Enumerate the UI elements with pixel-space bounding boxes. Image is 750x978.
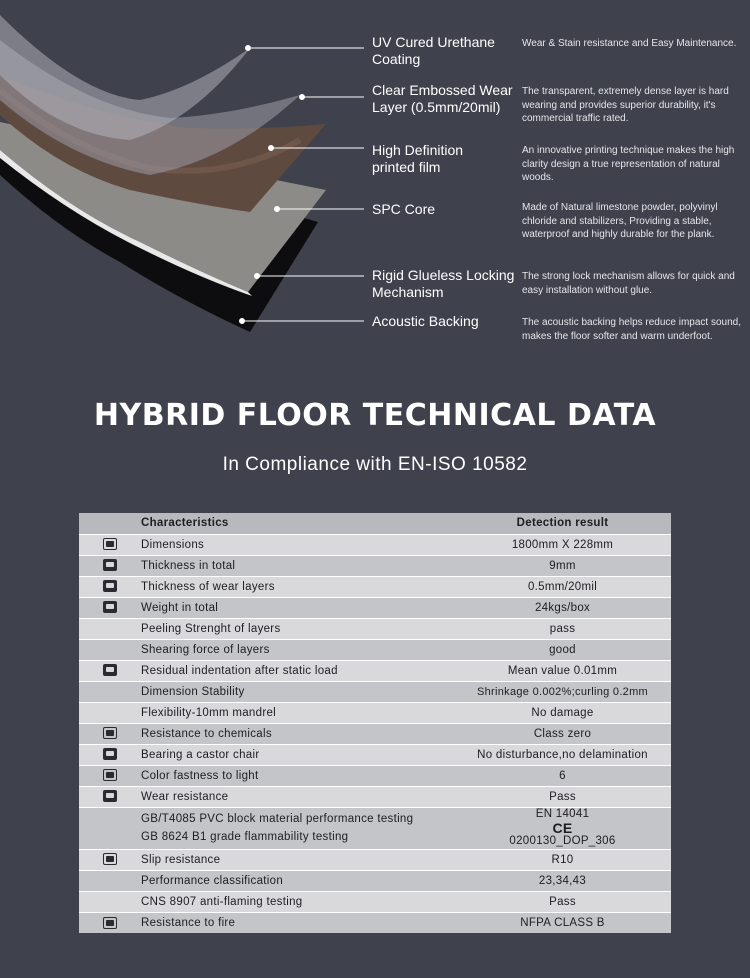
- table-row-fire-standards: [79, 807, 671, 849]
- table-row: [79, 555, 671, 576]
- row-value: Mean value 0.01mm: [454, 660, 671, 681]
- weight-icon: [103, 601, 117, 613]
- light-fastness-icon: [103, 769, 117, 781]
- layer-name-locking: Rigid Glueless Locking Mechanism: [372, 267, 515, 300]
- row-value: Pass: [454, 786, 671, 807]
- table-row: [79, 597, 671, 618]
- row-name-line-2: GB 8624 B1 grade flammability testing: [141, 831, 349, 843]
- row-value: 9mm: [454, 555, 671, 576]
- row-name-line-1: GB/T4085 PVC block material performance testing: [141, 813, 414, 825]
- layer-name-wear-layer: Clear Embossed Wear Layer (0.5mm/20mil): [372, 82, 513, 115]
- row-name: Dimensions: [141, 534, 454, 555]
- standard-value: EN 14041: [535, 808, 590, 820]
- page-title: HYBRID FLOOR TECHNICAL DATA: [93, 398, 657, 433]
- row-value: 0.5mm/20mil: [454, 576, 671, 597]
- slip-icon: [103, 853, 117, 865]
- table-row: [79, 786, 671, 807]
- table-row: [79, 849, 671, 870]
- row-name: Dimension Stability: [141, 681, 454, 702]
- table-header: [79, 513, 671, 534]
- layer-desc-wear-layer: The transparent, extremely dense layer is hard wearing and provides superior durability, it's commercial traffic rated.: [522, 86, 729, 124]
- row-name: Performance classification: [141, 870, 454, 891]
- ce-mark: CE: [552, 820, 573, 836]
- fire-icon: [103, 917, 117, 929]
- row-value: 6: [454, 765, 671, 786]
- row-value: R10: [454, 849, 671, 870]
- castor-chair-icon: [103, 748, 117, 760]
- table-row: [79, 723, 671, 744]
- row-name: Bearing a castor chair: [141, 744, 454, 765]
- row-value: Shrinkage 0.002%;curling 0.2mm: [454, 681, 671, 702]
- row-value: No disturbance,no delamination: [454, 744, 671, 765]
- row-name: Thickness in total: [141, 555, 454, 576]
- layer-desc-locking: The strong lock mechanism allows for quick and easy installation without glue.: [522, 271, 735, 296]
- table-row: [79, 744, 671, 765]
- row-name: Color fastness to light: [141, 765, 454, 786]
- row-value: pass: [454, 618, 671, 639]
- layer-desc-spc-core: Made of Natural limestone powder, polyvinyl chloride and stabilizers, Providing a stable, waterproof and highly durable for the plank.: [522, 202, 718, 240]
- row-name: Weight in total: [141, 597, 454, 618]
- table-row: [79, 765, 671, 786]
- layer-desc-uv-coating: Wear & Stain resistance and Easy Maintenance.: [522, 38, 737, 49]
- table-row: [79, 660, 671, 681]
- layer-name-spc-core: SPC Core: [372, 201, 436, 217]
- table-row: [79, 681, 671, 702]
- table-row: [79, 639, 671, 660]
- technical-data-table: [79, 513, 671, 933]
- row-name: Slip resistance: [141, 849, 454, 870]
- row-name: Shearing force of layers: [141, 639, 454, 660]
- row-value: Pass: [454, 891, 671, 912]
- row-name: Peeling Strenght of layers: [141, 618, 454, 639]
- row-name: CNS 8907 anti-flaming testing: [141, 891, 454, 912]
- dimension-icon: [103, 538, 117, 550]
- indentation-icon: [103, 664, 117, 676]
- layer-name-printed-film: High Definition printed film: [372, 142, 464, 175]
- row-name: Residual indentation after static load: [141, 660, 454, 681]
- chemical-icon: [103, 727, 117, 739]
- row-value: 24kgs/box: [454, 597, 671, 618]
- table-row: [79, 702, 671, 723]
- table-row: [79, 870, 671, 891]
- page-subtitle: In Compliance with EN-ISO 10582: [222, 454, 528, 475]
- layer-name-acoustic: Acoustic Backing: [372, 313, 479, 329]
- table-row: [79, 576, 671, 597]
- row-name: Thickness of wear layers: [141, 576, 454, 597]
- wear-layer-icon: [103, 580, 117, 592]
- table-row: [79, 891, 671, 912]
- header-detection-result: Detection result: [516, 517, 609, 530]
- row-name: Wear resistance: [141, 786, 454, 807]
- dop-value: 0200130_DOP_306: [509, 835, 616, 847]
- layer-desc-acoustic: The acoustic backing helps reduce impact sound, makes the floor softer and warm underfoot.: [522, 317, 742, 342]
- header-characteristics: Characteristics: [141, 517, 229, 530]
- thickness-icon: [103, 559, 117, 571]
- wear-resistance-icon: [103, 790, 117, 802]
- row-name: Resistance to fire: [141, 912, 454, 933]
- row-value: No damage: [454, 702, 671, 723]
- row-value: Class zero: [454, 723, 671, 744]
- layer-name-uv-coating: UV Cured Urethane Coating: [372, 34, 495, 67]
- table-row: [79, 618, 671, 639]
- table-row: [79, 912, 671, 933]
- table-row: [79, 534, 671, 555]
- row-value: 1800mm X 228mm: [454, 534, 671, 555]
- row-value: NFPA CLASS B: [454, 912, 671, 933]
- row-name: Resistance to chemicals: [141, 723, 454, 744]
- layer-desc-printed-film: An innovative printing technique makes the high clarity design a true representation of natural woods.: [522, 145, 735, 183]
- row-value: 23,34,43: [454, 870, 671, 891]
- row-name: Flexibility-10mm mandrel: [141, 702, 454, 723]
- row-value: good: [454, 639, 671, 660]
